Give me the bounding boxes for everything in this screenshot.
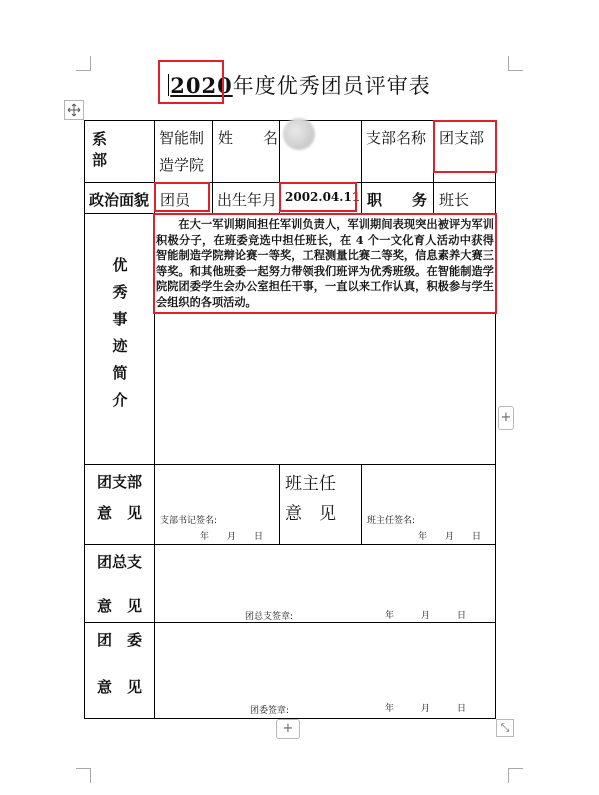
resize-diagonal-icon[interactable]: ⤡ [496,719,514,737]
deeds-label-char: 简 [112,364,128,382]
teacher-opinion-cell[interactable] [361,464,495,544]
committee-label-2: 意 见 [97,678,143,696]
deeds-label [85,252,155,414]
table-right-border [495,120,496,719]
add-row-button[interactable]: + [276,719,300,739]
page-title[interactable] [0,70,599,100]
general-branch-sign-label: 团总支签章: [245,612,294,622]
deeds-text[interactable]: 在大一军训期间担任军训负责人，军训期间表现突出被评为军训积极分子，在班委竞选中担任班长，在 4 个一文化育人活动中获得智能制造学院辩论赛一等奖，工程测量比赛二等奖，信息素养大赛三等奖。和其他班委一起努力带领我们班评为优秀班级。在智能制造学院院团委学生会办公室担任干事，一直以来工作认真，积极参与学生会组织的各项活动。 [156,217,494,309]
birth-label-cell [212,182,279,213]
crop-mark-top-right [508,56,523,71]
position-value-cell[interactable] [433,182,495,213]
branch-opinion-label-2: 意 见 [97,504,143,522]
birth-label: 出生年月 [217,191,278,209]
teacher-opinion-label-2: 意 见 [285,504,336,524]
branch-sign-label: 支部书记签名: [160,516,218,526]
politics-value[interactable]: 团员 [160,191,191,209]
dept-value-line2[interactable]: 造学院 [159,156,205,174]
teacher-sign-label: 班主任签名: [367,516,416,526]
general-branch-label-2: 意 见 [97,597,143,615]
teacher-opinion-label-1: 班主任 [285,474,336,494]
branch-label: 支部名称 [366,129,427,147]
deeds-label-char: 介 [112,391,128,409]
committee-label-cell [84,622,154,718]
name-label: 姓 名 [218,129,279,147]
move-icon [67,103,81,117]
general-branch-date-label: 年 月 日 [385,611,467,621]
table-move-handle[interactable] [64,100,84,120]
branch-opinion-label-cell [84,464,154,544]
branch-value[interactable]: 团支部 [439,129,485,147]
deeds-label-char: 秀 [112,283,128,301]
title-text[interactable]: 年度优秀团员评审表 [232,74,431,98]
dept-value-line1[interactable]: 智能制 [159,129,205,147]
blurred-photo [283,118,315,150]
committee-sign-label: 团委签章: [250,706,290,716]
branch-opinion-cell[interactable] [154,464,279,544]
dept-value-cell[interactable] [154,120,212,182]
birth-value-cell[interactable] [279,182,361,213]
deeds-label-char: 事 [112,310,128,328]
add-column-button[interactable]: + [498,406,514,430]
committee-label-1: 团 委 [97,631,143,649]
politics-value-cell[interactable] [154,182,212,213]
general-branch-label-1: 团总支 [97,553,143,571]
committee-opinion-cell[interactable] [154,622,495,718]
branch-opinion-label-1: 团支部 [97,473,143,491]
deeds-label-cell [84,213,154,464]
crop-mark-top-left [76,56,91,71]
position-label: 职 务 [367,191,428,209]
position-value[interactable]: 班长 [439,191,470,209]
deeds-label-char: 优 [112,256,128,274]
dept-label: 系 部 [92,130,141,169]
teacher-opinion-label-cell [279,464,361,544]
branch-label-cell [361,120,433,182]
general-branch-opinion-cell[interactable] [154,544,495,622]
dept-label-cell [84,120,154,182]
branch-value-cell[interactable] [433,120,495,182]
committee-date-label: 年 月 日 [385,704,467,714]
branch-date-label: 年 月 日 [200,532,264,542]
teacher-date-label: 年 月 日 [418,532,482,542]
crop-mark-bottom-left [76,768,91,783]
general-branch-label-cell [84,544,154,622]
crop-mark-bottom-right [508,768,523,783]
deeds-label-char: 迹 [112,337,128,355]
politics-label-cell [84,182,154,213]
name-label-cell [212,120,279,182]
politics-label: 政治面貌 [89,191,150,209]
birth-value[interactable]: 2002.04.11 [285,190,361,204]
position-label-cell [361,182,433,213]
title-year[interactable]: 2020 [170,73,233,98]
